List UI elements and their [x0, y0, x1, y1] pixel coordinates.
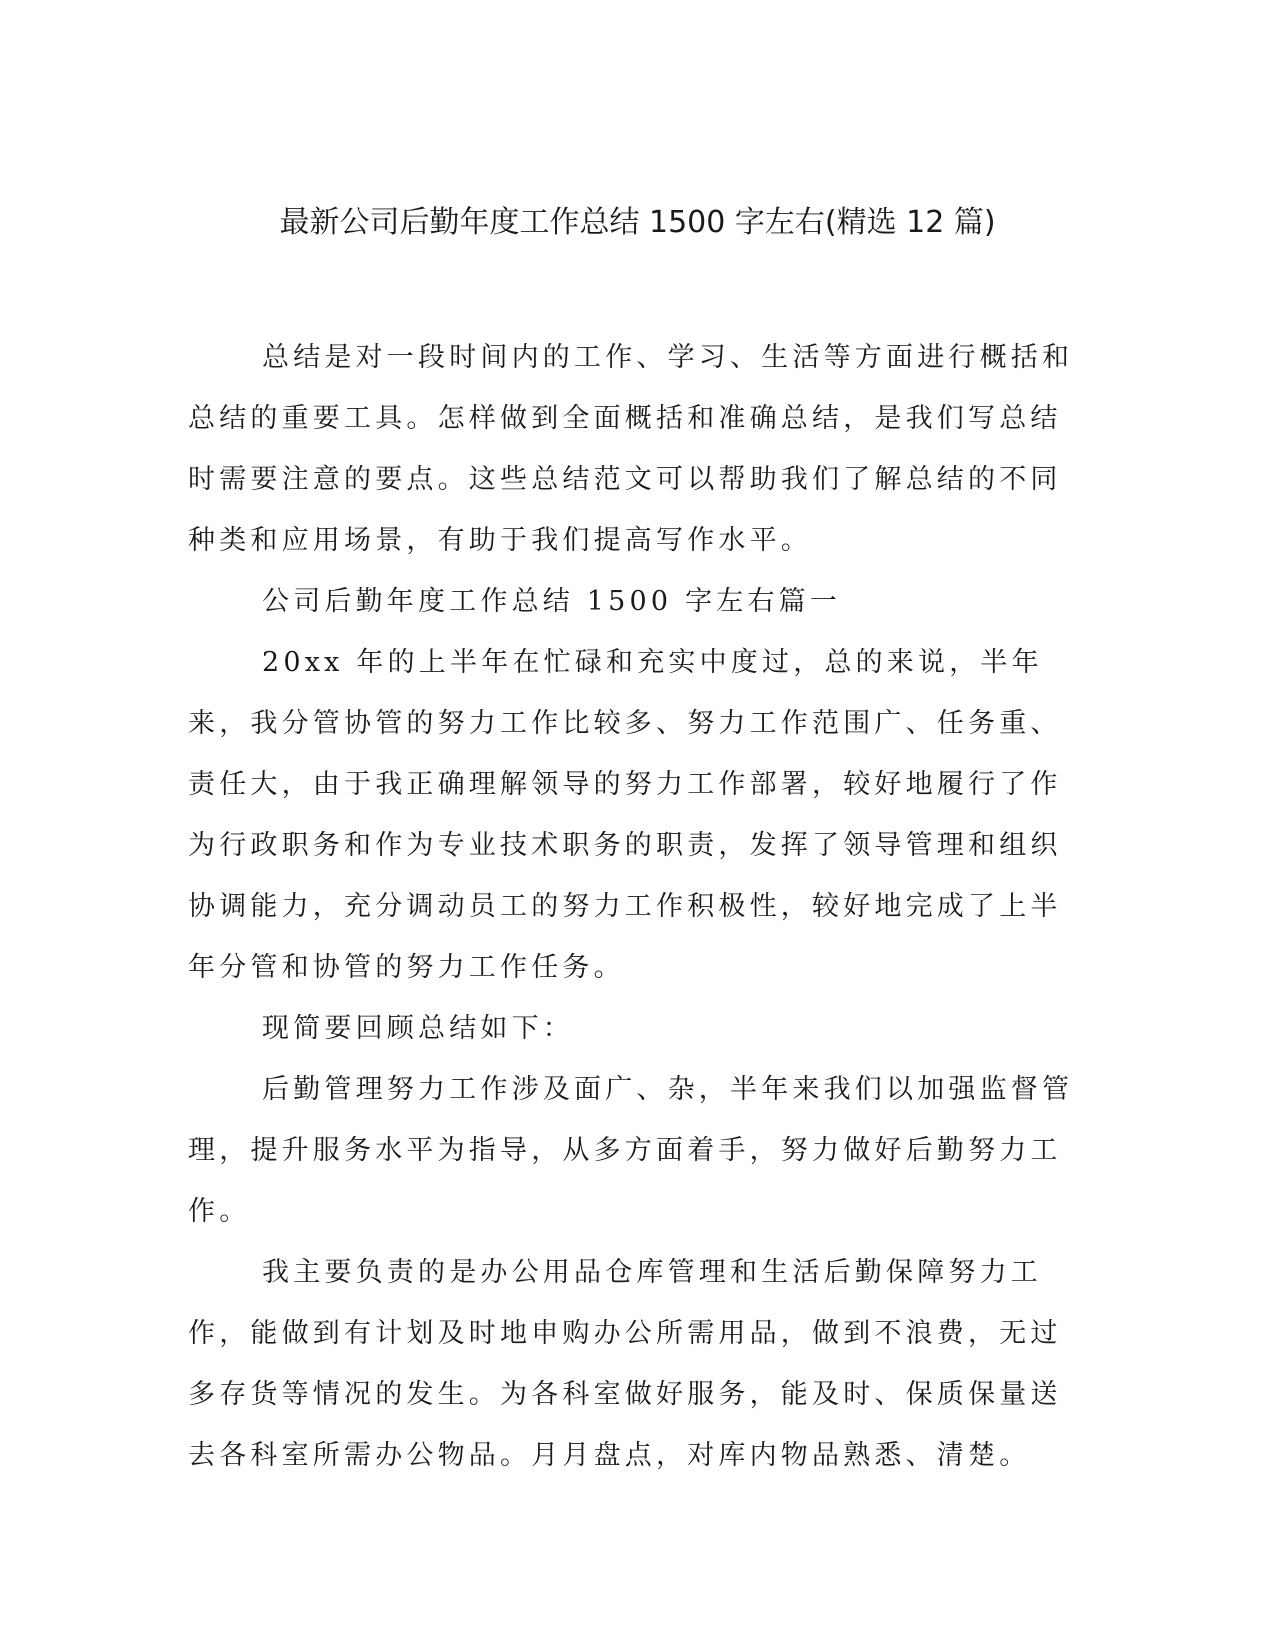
body-paragraph: 后勤管理努力工作涉及面广、杂，半年来我们以加强监督管理，提升服务水平为指导，从多方面着手，努力做好后勤努力工作。 — [188, 1074, 1074, 1227]
document-title: 最新公司后勤年度工作总结 1500 字左右(精选 12 篇) — [279, 205, 996, 240]
body-paragraph: 现简要回顾总结如下： — [262, 1013, 574, 1044]
body-paragraph: 我主要负责的是办公用品仓库管理和生活后勤保障努力工作，能做到有计划及时地申购办公所需用品，做到不浪费，无过多存货等情况的发生。为各科室做好服务，能及时、保质保量送去各科室所需办公物品。月月盘点，对库内物品熟悉、清楚。 — [188, 1257, 1062, 1471]
body-paragraph: 20xx 年的上半年在忙碌和充实中度过，总的来说，半年来，我分管协管的努力工作比较多、努力工作范围广、任务重、责任大，由于我正确理解领导的努力工作部署，较好地履行了作为行政职务和作为专业技术职务的职责，发挥了领导管理和组织协调能力，充分调动员工的努力工作积极性，较好地完成了上半年分管和协管的努力工作任务。 — [188, 647, 1062, 983]
document-body — [188, 327, 1088, 1486]
section-heading: 公司后勤年度工作总结 1500 字左右篇一 — [262, 586, 842, 617]
intro-paragraph: 总结是对一段时间内的工作、学习、生活等方面进行概括和总结的重要工具。怎样做到全面概括和准确总结，是我们写总结时需要注意的要点。这些总结范文可以帮助我们了解总结的不同种类和应用场景，有助于我们提高写作水平。 — [188, 342, 1074, 556]
